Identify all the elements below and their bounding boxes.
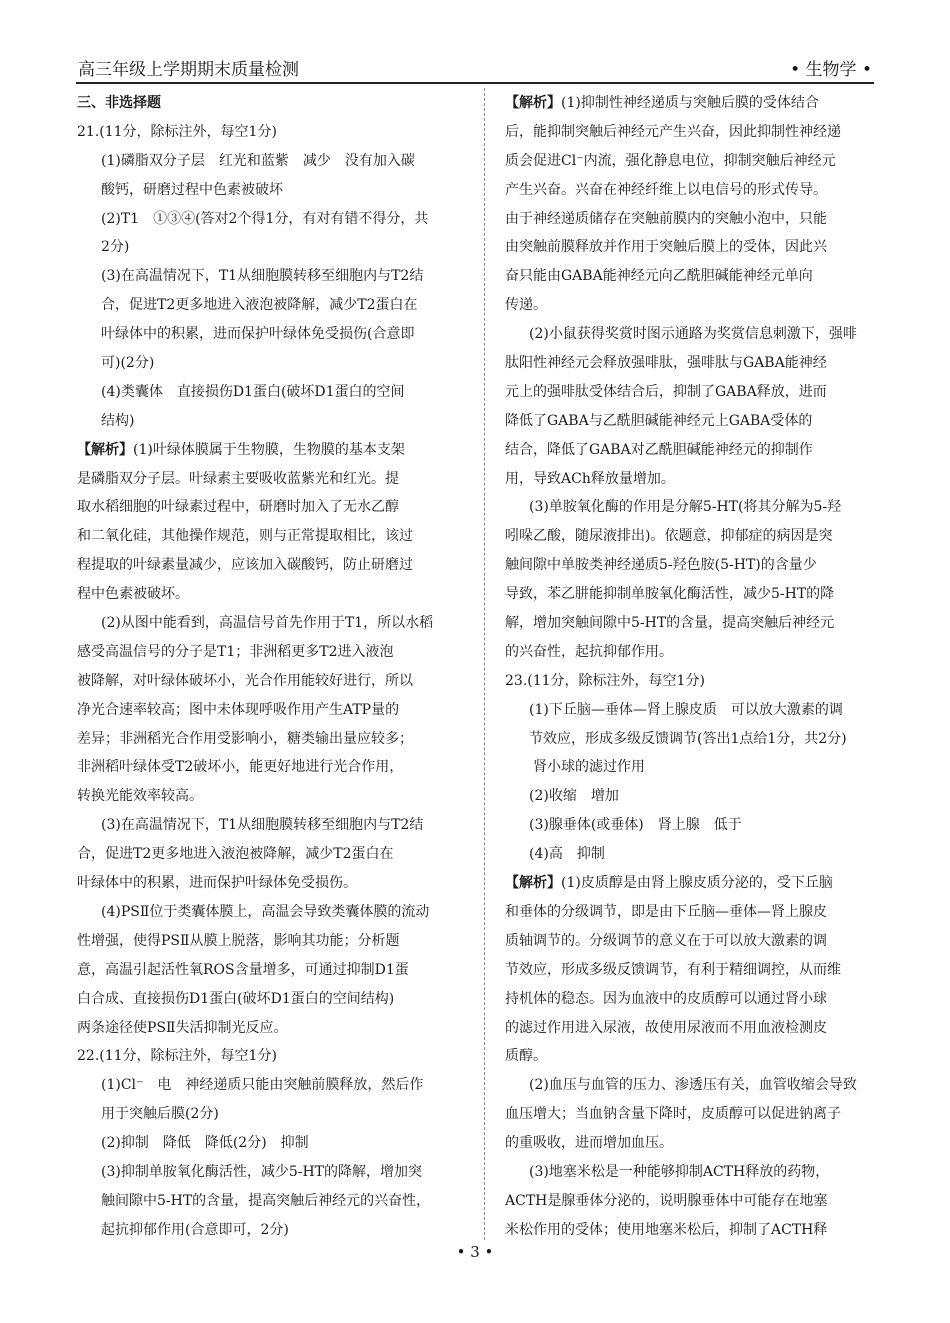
text-line: 元上的强啡肽受体结合后，抑制了GABA释放，进而	[505, 383, 827, 400]
text-line: 奋只能由GABA能神经元向乙酰胆碱能神经元单向	[505, 268, 813, 285]
text-line: 米松作用的受体；使用地塞米松后，抑制了ACTH释	[505, 1221, 828, 1238]
text-line: 合，促进T2更多地进入液泡被降解，减少T2蛋白在	[77, 846, 394, 863]
text-line: 酸钙，研磨过程中色素被破坏	[101, 181, 283, 198]
text-line: 叶绿体中的积累，进而保护叶绿体免受损伤。	[77, 875, 357, 892]
text-line: 程提取的叶绿素量减少，应该加入碳酸钙，防止研磨过	[77, 557, 413, 574]
exam-title: 高三年级上学期期末质量检测	[78, 60, 299, 80]
analysis-tag: 【解析】	[505, 95, 561, 111]
text-line: 结合，降低了GABA对乙酰胆碱能神经元的抑制作	[505, 441, 813, 458]
subject-label: • 生物学 •	[790, 60, 872, 80]
page-number: • 3 •	[456, 1243, 494, 1261]
text-line: 产生兴奋。兴奋在神经纤维上以电信号的形式传导。	[505, 181, 827, 198]
analysis-tag: 【解析】	[77, 441, 133, 458]
text-line: 由于神经递质储存在突触前膜内的突触小泡中，只能	[505, 210, 827, 227]
text-line: 非洲稻叶绿体受T2破坏小，能更好地进行光合作用，	[77, 759, 404, 776]
text-line: (4)类囊体 直接损伤D1蛋白(破坏D1蛋白的空间	[101, 383, 405, 400]
column-divider	[484, 88, 485, 1240]
text-line: 导致，苯乙肼能抑制单胺氧化酶活性，减少5-HT的降	[505, 586, 835, 603]
left-column	[77, 89, 471, 1245]
text-line: 质会促进Cl⁻内流，强化静息电位，抑制突触后神经元	[505, 152, 836, 169]
text-line: 三、非选择题	[77, 95, 161, 111]
text-line: (3)单胺氧化酶的作用是分解5-HT(将其分解为5-羟	[529, 499, 842, 516]
text-line: 节效应，形成多级反馈调节，有利于精细调控，从而维	[505, 961, 841, 978]
text-line: 【解析】(1)叶绿体膜属于生物膜，生物膜的基本支架	[77, 441, 405, 458]
text-line: 意，高温引起活性氧ROS含量增多，可通过抑制D1蛋	[77, 961, 409, 978]
text-line: (2)小鼠获得奖赏时图示通路为奖赏信息刺激下，强啡	[529, 326, 857, 343]
text-line: (3)抑制单胺氧化酶活性，减少5-HT的降解，增加突	[101, 1163, 423, 1180]
text-line: (1)下丘脑—垂体—肾上腺皮质 可以放大激素的调	[529, 701, 843, 718]
text-line: (3)地塞米松是一种能够抑制ACTH释放的药物，	[529, 1163, 830, 1180]
text-line: 两条途径使PSⅡ失活抑制光反应。	[77, 1019, 288, 1036]
text-line: 感受高温信号的分子是T1；非洲稻更多T2进入液泡	[77, 643, 394, 660]
text-line: (1)Cl⁻ 电 神经递质只能由突触前膜释放，然后作	[101, 1077, 424, 1094]
text-line: 质轴调节的。分级调节的意义在于可以放大激素的调	[505, 932, 827, 949]
text-line: 质醇。	[505, 1048, 547, 1065]
text-line: 2分)	[101, 239, 130, 256]
text-line: 的滤过作用进入尿液，故使用尿液而不用血液检测皮	[505, 1019, 827, 1036]
text-line: 触间隙中单胺类神经递质5-羟色胺(5-HT)的含量少	[505, 557, 817, 574]
text-line: (2)抑制 降低 降低(2分) 抑制	[101, 1135, 309, 1152]
text-line: 取水稻细胞的叶绿素过程中，研磨时加入了无水乙醇	[77, 499, 399, 516]
text-line: (4)PSⅡ位于类囊体膜上，高温会导致类囊体膜的流动	[101, 903, 430, 920]
text-line: 肽阳性神经元会释放强啡肽，强啡肽与GABA能神经	[505, 355, 827, 372]
text-line: 节效应，形成多级反馈调节(答出1点给1分，共2分)	[529, 730, 847, 747]
text-line: 性增强，使得PSⅡ从膜上脱落，影响其功能；分析题	[77, 932, 400, 949]
text-line: (3)腺垂体(或垂体) 肾上腺 低于	[529, 817, 742, 834]
text-line: 血压增大；当血钠含量下降时，皮质醇可以促进钠离子	[505, 1106, 841, 1123]
page-header	[76, 52, 874, 84]
text-line: (2)从图中能看到，高温信号首先作用于T1，所以水稻	[101, 615, 434, 632]
text-line: 22.(11分，除标注外，每空1分)	[77, 1048, 277, 1065]
text-line: 的重吸收，进而增加血压。	[505, 1135, 673, 1152]
text-line: (2)血压与血管的压力、渗透压有关，血管收缩会导致	[529, 1077, 857, 1094]
text-line: 触间隙中5-HT的含量，提高突触后神经元的兴奋性，	[101, 1192, 431, 1209]
text-line: 白合成、直接损伤D1蛋白(破坏D1蛋白的空间结构)	[77, 990, 395, 1007]
text-line: 21.(11分，除标注外，每空1分)	[77, 123, 277, 140]
text-line: 用于突触后膜(2分)	[101, 1106, 219, 1123]
right-column	[505, 89, 877, 1245]
text-line: 吲哚乙酸，随尿液排出)。依题意，抑郁症的病因是突	[505, 528, 833, 545]
text-line: 差异；非洲稻光合作用受影响小，糖类输出量应较多；	[77, 730, 413, 747]
text-line: 净光合速率较高；图中未体现呼吸作用产生ATP量的	[77, 701, 400, 718]
text-line: 和二氧化硅，其他操作规范，则与正常提取相比，该过	[77, 528, 413, 545]
text-line: (4)高 抑制	[529, 846, 605, 863]
text-line: 持机体的稳态。因为血液中的皮质醇可以通过肾小球	[505, 990, 827, 1007]
text-line: (1)磷脂双分子层 红光和蓝紫 减少 没有加入碳	[101, 152, 415, 169]
text-line: (2)收缩 增加	[529, 788, 619, 805]
text-line: 降低了GABA与乙酰胆碱能神经元上GABA受体的	[505, 412, 813, 429]
text-line: 和垂体的分级调节，即是由下丘脑—垂体—肾上腺皮	[505, 903, 827, 920]
text-line: 叶绿体中的积累，进而保护叶绿体免受损伤(合意即	[101, 326, 415, 343]
text-line: 起抗抑郁作用(合意即可，2分)	[101, 1221, 289, 1238]
text-line: 【解析】(1)皮质醇是由肾上腺皮质分泌的，受下丘脑	[505, 875, 833, 892]
text-line: 解，增加突触间隙中5-HT的含量，提高突触后神经元	[505, 615, 835, 632]
text-line: 用，导致ACh释放量增加。	[505, 470, 675, 487]
text-line: 后，能抑制突触后神经元产生兴奋，因此抑制性神经递	[505, 123, 841, 140]
text-line: 可)(2分)	[101, 355, 155, 372]
text-line: 结构)	[101, 412, 135, 429]
text-line: 肾小球的滤过作用	[533, 759, 645, 776]
text-line: 【解析】(1)抑制性神经递质与突触后膜的受体结合	[505, 95, 819, 111]
text-line: 是磷脂双分子层。叶绿素主要吸收蓝紫光和红光。提	[77, 470, 399, 487]
text-line: 转换光能效率较高。	[77, 788, 203, 805]
text-line: (3)在高温情况下，T1从细胞膜转移至细胞内与T2结	[101, 268, 424, 285]
text-line: 传递。	[505, 297, 547, 314]
text-line: 被降解，对叶绿体破坏小，光合作用能较好进行，所以	[77, 672, 413, 689]
analysis-tag: 【解析】	[505, 875, 561, 892]
text-line: 程中色素被破坏。	[77, 586, 189, 603]
text-line: 由突触前膜释放并作用于突触后膜上的受体，因此兴	[505, 239, 827, 256]
text-line: (2)T1 ①③④(答对2个得1分，有对有错不得分，共	[101, 210, 429, 227]
text-line: (3)在高温情况下，T1从细胞膜转移至细胞内与T2结	[101, 817, 424, 834]
text-line: 23.(11分，除标注外，每空1分)	[505, 672, 705, 689]
text-line: ACTH是腺垂体分泌的，说明腺垂体中可能存在地塞	[505, 1192, 828, 1209]
text-line: 合，促进T2更多地进入液泡被降解，减少T2蛋白在	[101, 297, 418, 314]
text-line: 的兴奋性，起抗抑郁作用。	[505, 643, 673, 660]
